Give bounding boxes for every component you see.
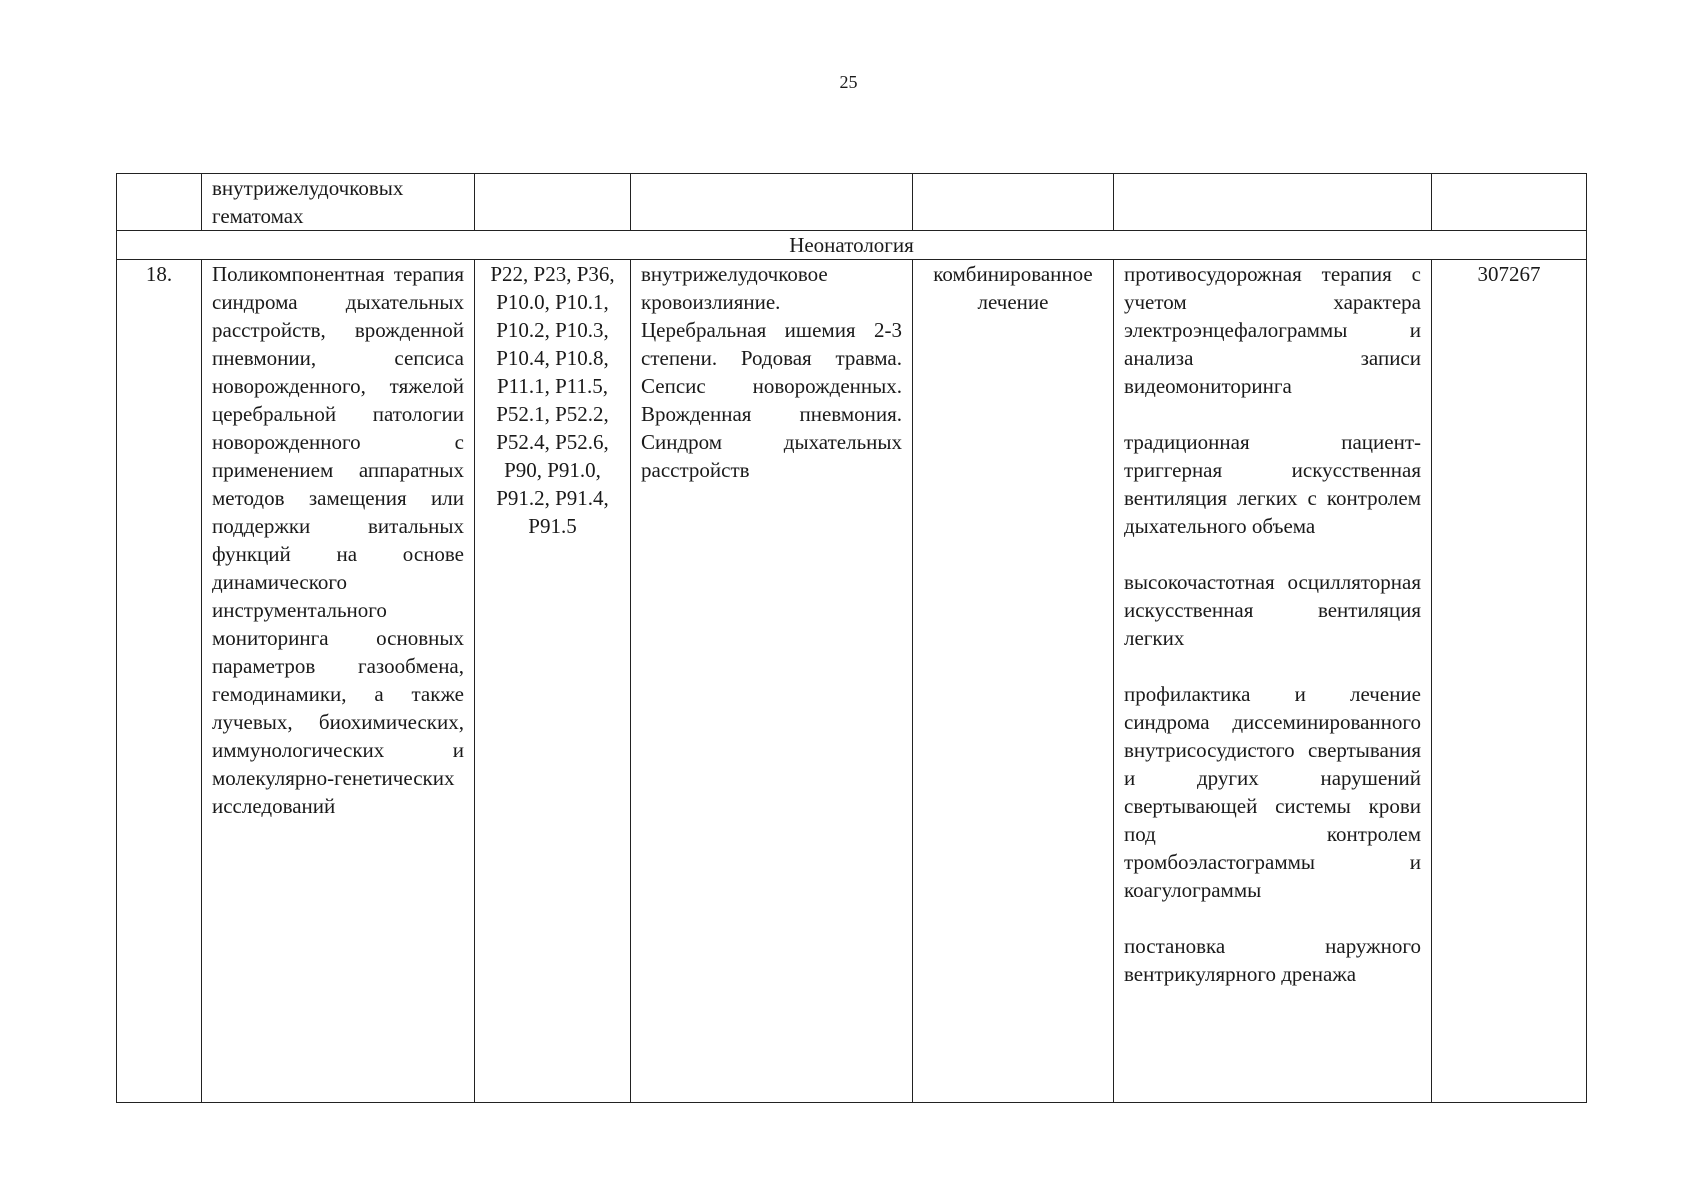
continuation-number-cell [117, 174, 202, 231]
method-item: профилактика и лечение синдрома диссеминированного внутрисосудистого свертывания и других нарушений свертывающей системы крови под контролем тромбоэластограммы и коагулограммы [1124, 682, 1421, 902]
continuation-codes-cell [475, 174, 631, 231]
continuation-name-cell [202, 174, 475, 231]
continuation-methods-cell [1114, 174, 1432, 231]
row-number: 18. [117, 260, 202, 1103]
continuation-row [117, 174, 1587, 231]
row-model: внутрижелудочковое кровоизлияние. Церебральная ишемия 2-3 степени. Родовая травма. Сепсис новорожденных. Врожденная пневмония. Синдром дыхательных расстройств [631, 260, 913, 1103]
row-name: Поликомпонентная терапия синдрома дыхательных расстройств, врожденной пневмонии, сепсиса новорожденного, тяжелой церебральной патологии новорожденного с применением аппаратных методов замещения или поддержки витальных функций на основе динамического инструментального мониторинга основных параметров газообмена, гемодинамики, а также лучевых, биохимических, иммунологических и молекулярно-генетических исследований [202, 260, 475, 1103]
method-item: высокочастотная осцилляторная искусственная вентиляция легких [1124, 570, 1421, 650]
method-gap [1124, 400, 1421, 428]
continuation-type-cell [913, 174, 1114, 231]
page-number: 25 [839, 72, 858, 92]
method-gap [1124, 652, 1421, 680]
treatment-table [116, 173, 1587, 1103]
row-methods [1114, 260, 1432, 1103]
row-cost: 307267 [1432, 260, 1587, 1103]
method-gap [1124, 904, 1421, 932]
continuation-name: внутрижелудочковых гематомах [212, 176, 404, 228]
method-gap [1124, 540, 1421, 568]
table-row [117, 260, 1587, 1103]
section-title: Неонатология [117, 231, 1587, 260]
continuation-cost-cell [1432, 174, 1587, 231]
method-item: противосудорожная терапия с учетом характера электроэнцефалограммы и анализа записи видеомониторинга [1124, 262, 1421, 398]
section-row [117, 231, 1587, 260]
method-item: постановка наружного вентрикулярного дренажа [1124, 934, 1421, 986]
row-treatment-type: комбинированное лечение [913, 260, 1114, 1103]
method-item: традиционная пациент-триггерная искусственная вентиляция легких с контролем дыхательного объема [1124, 430, 1421, 538]
continuation-model-cell [631, 174, 913, 231]
row-codes: P22, P23, P36, P10.0, P10.1, P10.2, P10.3, P10.4, P10.8, P11.1, P11.5, P52.1, P52.2, P52.4, P52.6, P90, P91.0, P91.2, P91.4, P91.5 [475, 260, 631, 1103]
